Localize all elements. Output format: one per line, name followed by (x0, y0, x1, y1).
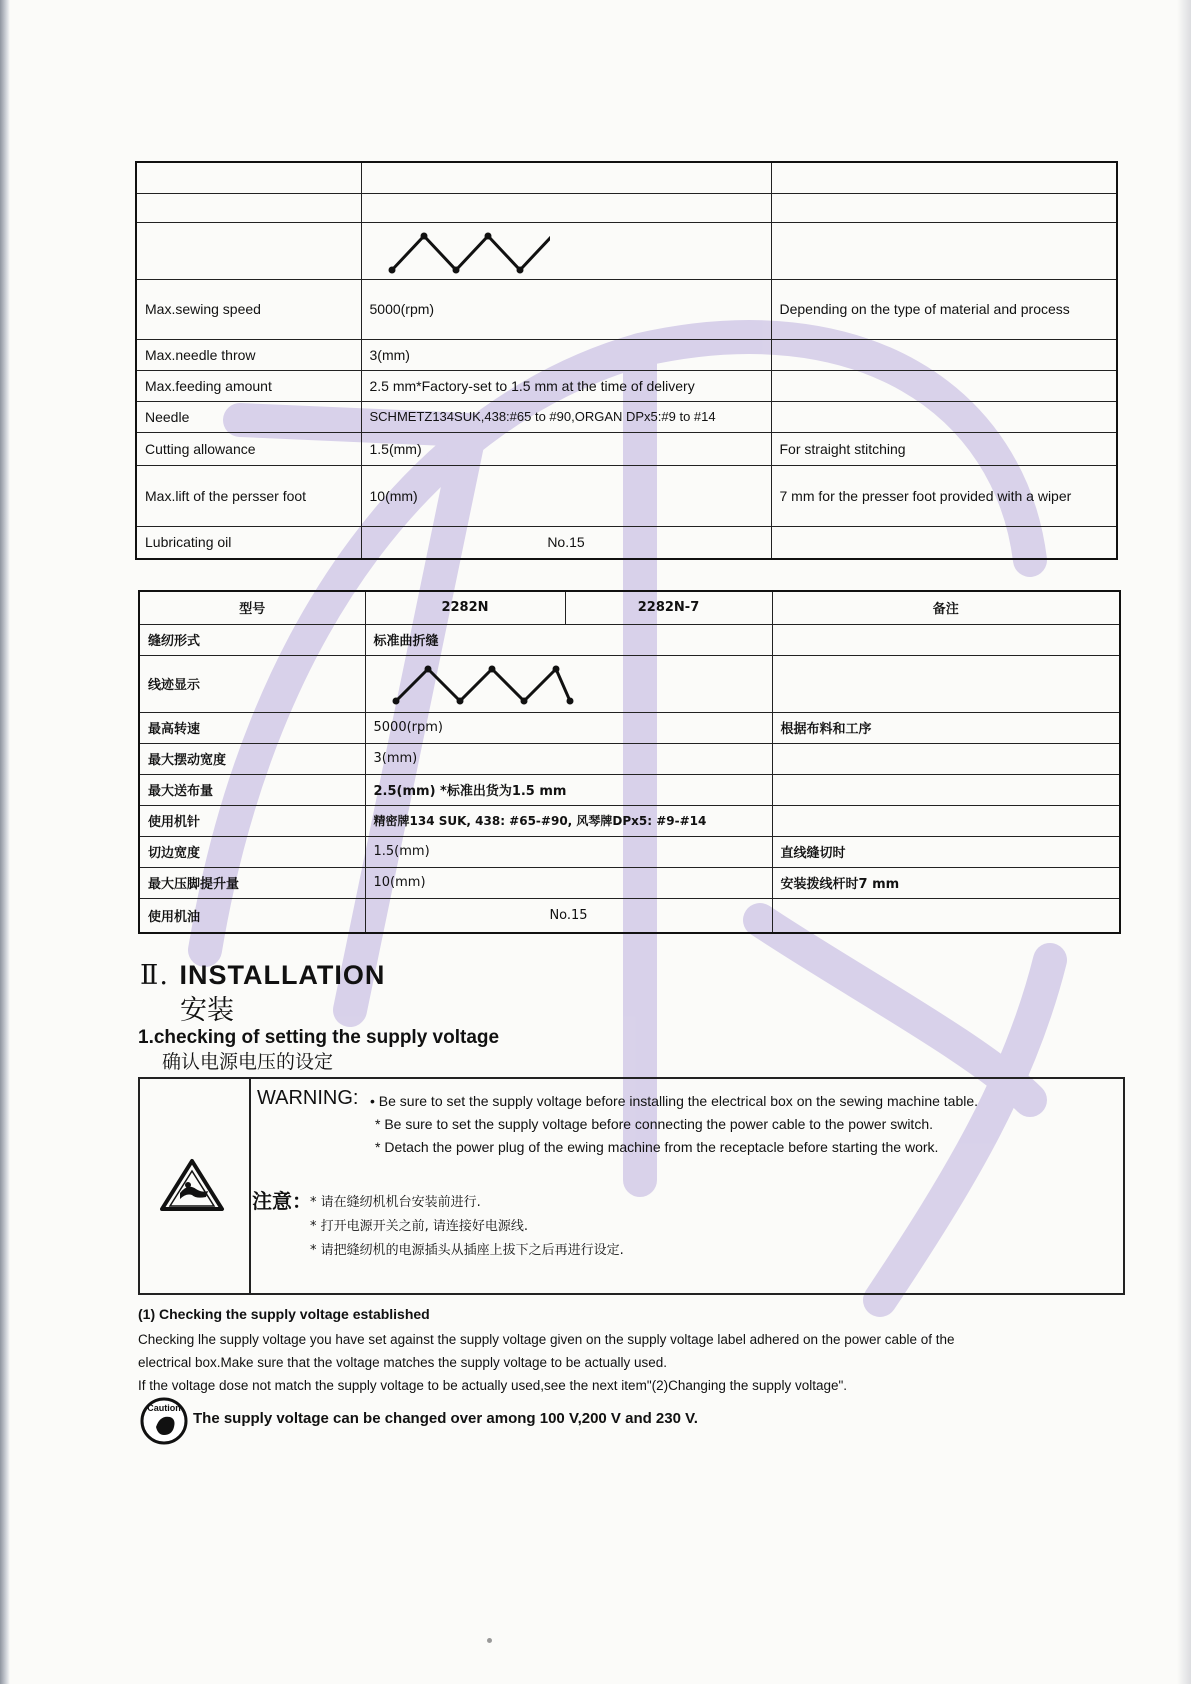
spec-label: 使用机油 (139, 898, 365, 933)
spec-value: 3(mm) (361, 339, 771, 370)
spec-value: No.15 (361, 526, 771, 559)
zigzag-stitch-icon (370, 224, 550, 278)
spec-note: For straight stitching (771, 432, 1117, 465)
header-model-b: 2282N-7 (565, 591, 772, 624)
spec-note (772, 774, 1120, 805)
spec-value: 2.5(mm) *标准出货为1.5 mm (365, 774, 772, 805)
spec-label: 最大压脚提升量 (139, 867, 365, 898)
warning-icon-cell (140, 1079, 251, 1293)
subsection-title-cn: 确认电源电压的设定 (162, 1051, 334, 1073)
table-row (136, 526, 1117, 559)
table-row (136, 370, 1117, 401)
hand-pinch-warning-icon (158, 1157, 226, 1213)
spec-label: Needle (136, 401, 361, 432)
spec-value: SCHMETZ134SUK,438:#65 to #90,ORGAN DPx5:#9 to #14 (361, 401, 771, 432)
spec-label: Lubricating oil (136, 526, 361, 559)
spec-note (771, 339, 1117, 370)
spec-value: 1.5(mm) (361, 432, 771, 465)
spec-label: 线迹显示 (139, 655, 365, 712)
spec-note: 安装拨线杆时7 mm (772, 867, 1120, 898)
warning-box (138, 1077, 1125, 1295)
spec-note (772, 805, 1120, 836)
spec-table-cn (138, 590, 1121, 934)
spec-value: 5000(rpm) (365, 712, 772, 743)
table-row (136, 339, 1117, 370)
table-row (136, 401, 1117, 432)
header-note: 备注 (772, 591, 1120, 624)
paragraph-line: electrical box.Make sure that the voltage matches the supply voltage to be actually used. (138, 1355, 668, 1370)
spec-value: 1.5(mm) (365, 836, 772, 867)
table-row (139, 805, 1120, 836)
spec-value: 5000(rpm) (361, 279, 771, 339)
zigzag-stitch-icon (374, 659, 574, 709)
table-row (139, 712, 1120, 743)
spec-note (772, 898, 1120, 933)
scan-speck (487, 1638, 492, 1643)
paragraph-line: Checking lhe supply voltage you have set against the supply voltage given on the supply voltage label adhered on the power cable of the (138, 1332, 955, 1347)
spec-value: 3(mm) (365, 743, 772, 774)
warning-line: * Detach the power plug of the ewing machine from the receptacle before starting the work. (375, 1139, 939, 1155)
spec-note (772, 624, 1120, 655)
spec-label: 缝纫形式 (139, 624, 365, 655)
spec-label: 使用机针 (139, 805, 365, 836)
spec-note (771, 401, 1117, 432)
table-row (139, 774, 1120, 805)
warning-line: * Be sure to set the supply voltage before connecting the power cable to the power switch. (375, 1116, 933, 1132)
header-model-a: 2282N (365, 591, 565, 624)
spec-label: Max.sewing speed (136, 279, 361, 339)
caution-text: The supply voltage can be changed over among 100 V,200 V and 230 V. (193, 1410, 698, 1427)
table-row (139, 836, 1120, 867)
table-row (136, 465, 1117, 526)
caution-icon-text: Caution (147, 1403, 181, 1413)
spec-value: No.15 (365, 898, 772, 933)
scan-left-edge (0, 0, 10, 1684)
spec-note (772, 743, 1120, 774)
table-row (139, 898, 1120, 933)
table-row (139, 655, 1120, 712)
spec-value: 标准曲折缝 (365, 624, 772, 655)
table-row (139, 743, 1120, 774)
table-row (136, 222, 1117, 279)
table-row (136, 162, 1117, 193)
warning-line-cn: * 请把缝纫机的电源插头从插座上拔下之后再进行设定. (310, 1243, 624, 1258)
table-row (139, 867, 1120, 898)
header-model: 型号 (139, 591, 365, 624)
table-row (136, 432, 1117, 465)
scan-right-edge (1177, 0, 1191, 1684)
spec-note: Depending on the type of material and process (771, 279, 1117, 339)
spec-note (772, 655, 1120, 712)
spec-value: 10(mm) (361, 465, 771, 526)
warning-label-cn: 注意： (252, 1189, 312, 1213)
spec-label: 最高转速 (139, 712, 365, 743)
spec-label: Max.feeding amount (136, 370, 361, 401)
caution-icon (140, 1397, 188, 1445)
warning-line-cn: * 请在缝纫机机台安装前进行. (310, 1195, 481, 1210)
paragraph-heading: (1) Checking the supply voltage established (138, 1306, 430, 1322)
spec-note: 直线缝切时 (772, 836, 1120, 867)
spec-label: 切边宽度 (139, 836, 365, 867)
spec-note: 根据布料和工序 (772, 712, 1120, 743)
spec-value: 10(mm) (365, 867, 772, 898)
section-title-cn: 安装 (180, 995, 234, 1026)
spec-value: 精密牌134 SUK, 438: #65-#90, 风琴牌DPx5: #9-#14 (365, 805, 772, 836)
warning-label: WARNING: (257, 1087, 359, 1109)
paragraph-body (138, 1328, 1083, 1397)
spec-label: Cutting allowance (136, 432, 361, 465)
table-row (136, 279, 1117, 339)
paragraph-line: If the voltage dose not match the supply voltage to be actually used,see the next item"(2)Changing the supply voltage". (138, 1378, 848, 1393)
spec-label: Max.needle throw (136, 339, 361, 370)
table-header-row (139, 591, 1120, 624)
spec-note (771, 526, 1117, 559)
spec-note: 7 mm for the presser foot provided with a wiper (771, 465, 1117, 526)
table-row (136, 193, 1117, 222)
section-title-text: INSTALLATION (179, 960, 386, 990)
warning-line: • Be sure to set the supply voltage before installing the electrical box on the sewing machine table. (370, 1093, 979, 1109)
spec-label: Max.lift of the persser foot (136, 465, 361, 526)
warning-line-cn: * 打开电源开关之前, 请连接好电源线. (310, 1219, 529, 1234)
spec-value: 2.5 mm*Factory-set to 1.5 mm at the time of delivery (361, 370, 771, 401)
table-row (139, 624, 1120, 655)
spec-label: 最大摆动宽度 (139, 743, 365, 774)
spec-table-en (135, 161, 1118, 560)
spec-note (771, 370, 1117, 401)
spec-label: 最大送布量 (139, 774, 365, 805)
subsection-title: 1.checking of setting the supply voltage (138, 1027, 500, 1048)
section-title (140, 960, 385, 991)
section-number: Ⅱ. (140, 960, 169, 991)
